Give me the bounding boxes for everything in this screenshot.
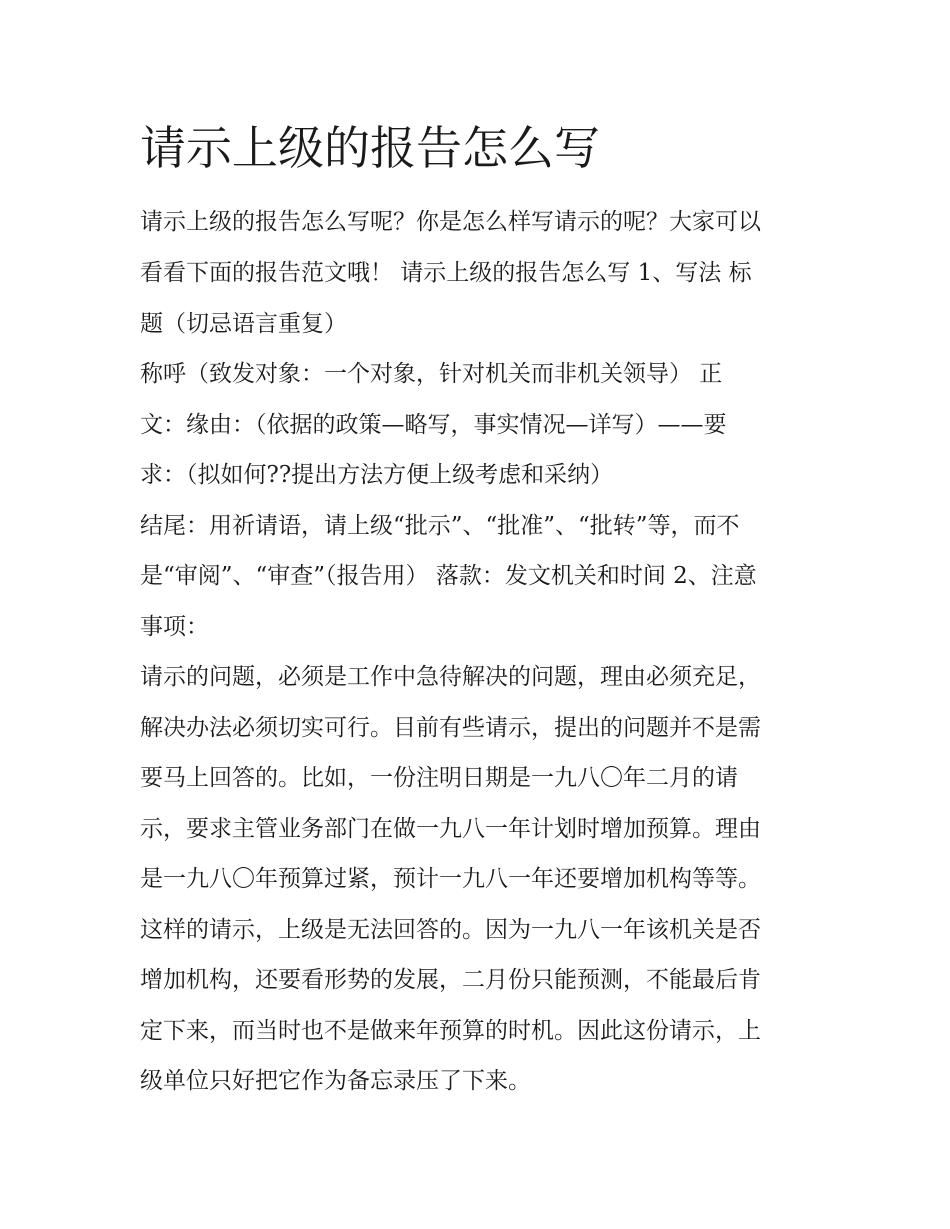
text-line: 解决办法必须切实可行。目前有些请示，提出的问题并不是需: [140, 715, 761, 741]
text-line: 求：（拟如何??提出方法方便上级考虑和采纳）: [140, 462, 614, 488]
text-line: 看看下面的报告范文哦！ 请示上级的报告怎么写 1、写法 标: [140, 260, 752, 286]
text-line: 增加机构，还要看形势的发展，二月份只能预测，不能最后肯: [140, 967, 761, 993]
text-line: 文：缘由：（依据的政策—略写，事实情况—详写）——要: [140, 412, 727, 438]
text-line: 事项：: [140, 614, 209, 640]
text-line: 级单位只好把它作为备忘录压了下来。: [140, 1068, 531, 1094]
text-line: 称呼（致发对象：一个对象，针对机关而非机关领导） 正: [140, 361, 723, 387]
text-line: 结尾：用祈请语，请上级“批示”、“批准”、“批转”等，而不: [140, 513, 740, 539]
text-line: 是一九八〇年预算过紧，预计一九八一年还要增加机构等等。: [140, 866, 761, 892]
text-line: 题（切忌语言重复）: [140, 311, 347, 337]
document-title: 请示上级的报告怎么写: [140, 121, 600, 175]
text-line: 是“审阅”、“审查”（报告用） 落款：发文机关和时间 2、注意: [140, 563, 757, 589]
text-line: 示，要求主管业务部门在做一九八一年计划时增加预算。理由: [140, 816, 761, 842]
text-line: 请示上级的报告怎么写呢？你是怎么样写请示的呢？大家可以: [140, 209, 761, 235]
text-line: 要马上回答的。比如，一份注明日期是一九八〇年二月的请: [140, 765, 738, 791]
text-line: 定下来，而当时也不是做来年预算的时机。因此这份请示，上: [140, 1018, 761, 1044]
text-line: 这样的请示，上级是无法回答的。因为一九八一年该机关是否: [140, 917, 761, 943]
text-line: 请示的问题，必须是工作中急待解决的问题，理由必须充足，: [140, 664, 761, 690]
